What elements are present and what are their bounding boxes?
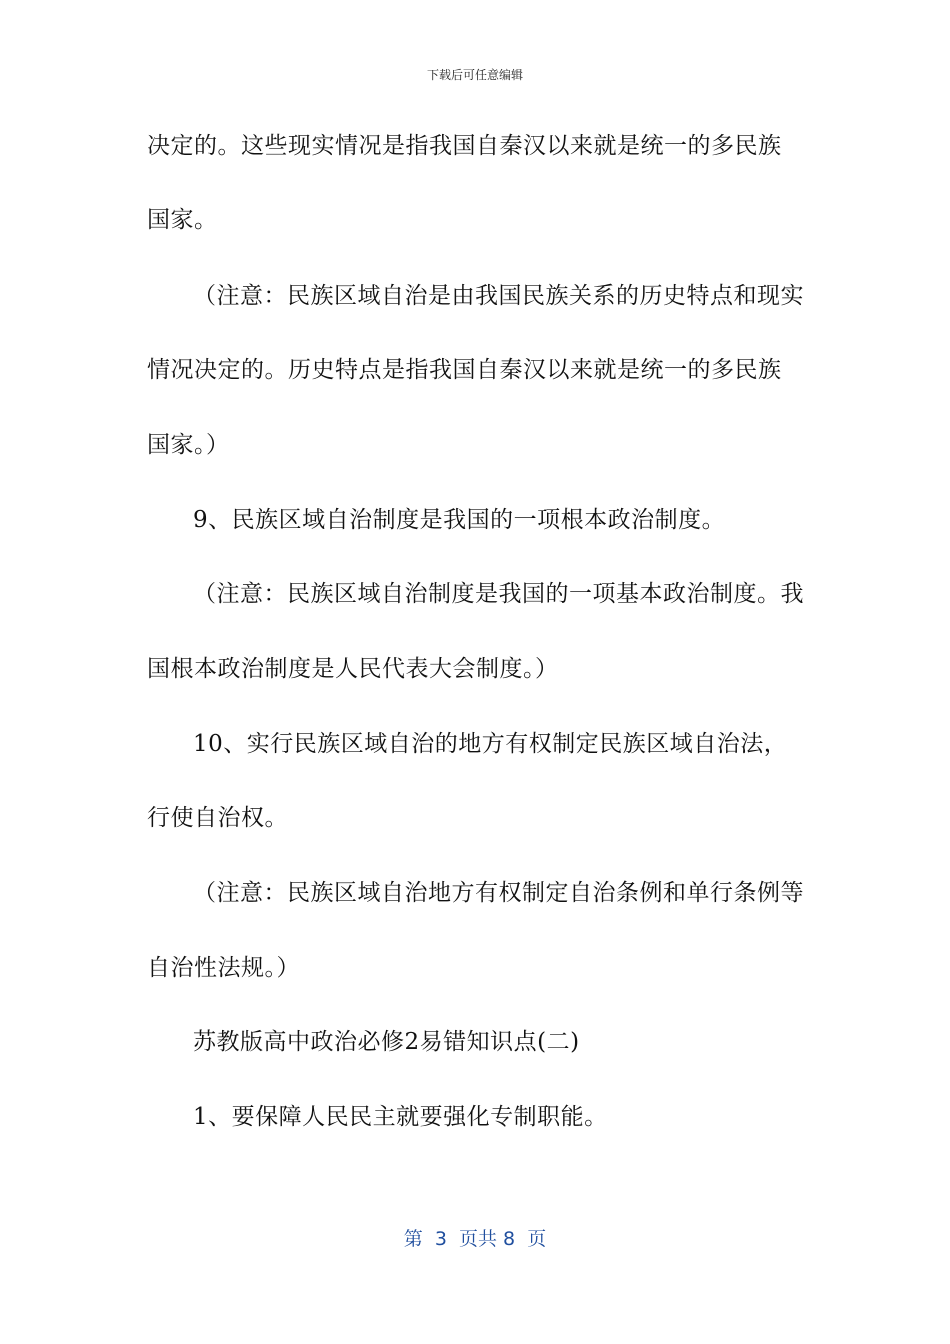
- paragraph-line: （注意：民族区域自治地方有权制定自治条例和单行条例等: [193, 880, 804, 906]
- page-header: 下载后可任意编辑: [426, 68, 523, 82]
- paragraph-line: 9、民族区域自治制度是我国的一项根本政治制度。: [193, 507, 726, 533]
- paragraph-line: 1、要保障人民民主就要强化专制职能。: [193, 1104, 608, 1130]
- paragraph-line: 自治性法规。）: [147, 955, 300, 981]
- paragraph-line: 国家。）: [147, 432, 230, 458]
- paragraph-line: 10、实行民族区域自治的地方有权制定民族区域自治法，: [193, 731, 788, 757]
- paragraph-line: 国家。: [147, 207, 218, 233]
- paragraph-line: （注意：民族区域自治是由我国民族关系的历史特点和现实: [193, 283, 804, 309]
- paragraph-line: 国根本政治制度是人民代表大会制度。）: [147, 656, 559, 682]
- page-footer: 第 3 页共 8 页: [403, 1228, 547, 1250]
- paragraph-line: 行使自治权。: [147, 805, 288, 831]
- paragraph-line: 决定的。这些现实情况是指我国自秦汉以来就是统一的多民族: [147, 133, 782, 159]
- section-heading: 苏教版高中政治必修2易错知识点(二): [193, 1029, 580, 1055]
- paragraph-line: 情况决定的。历史特点是指我国自秦汉以来就是统一的多民族: [147, 357, 782, 383]
- paragraph-line: （注意：民族区域自治制度是我国的一项基本政治制度。我: [193, 581, 804, 607]
